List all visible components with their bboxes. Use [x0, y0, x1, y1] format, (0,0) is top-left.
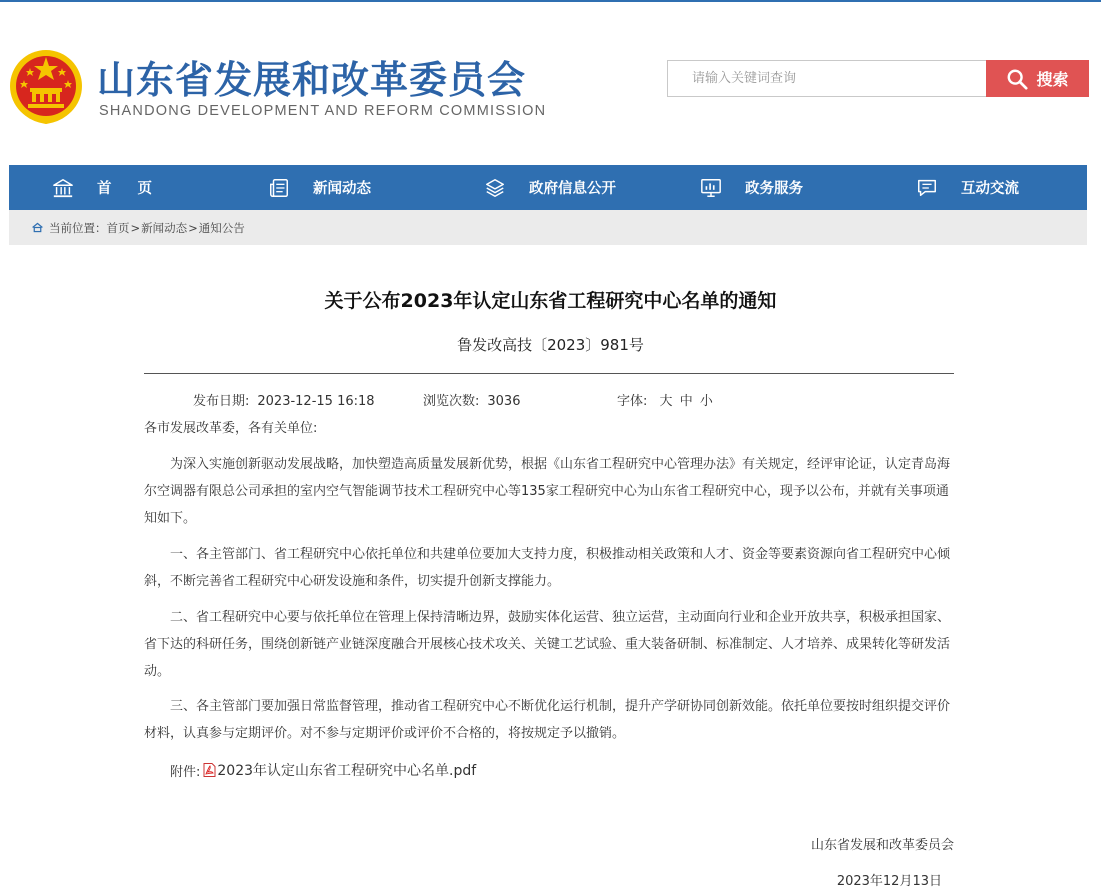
breadcrumb-separator: > [188, 220, 198, 235]
paragraph: 为深入实施创新驱动发展战略，加快塑造高质量发展新优势，根据《山东省工程研究中心管理办法》有关规定，经评审论证，认定青岛海尔空调器有限总公司承担的室内空气智能调节技术工程研究中心等135家工程研究中心为山东省工程研究中心，现予以公布，并就有关事项通知如下。 [144, 457, 951, 526]
breadcrumb-prefix: 当前位置： [49, 220, 107, 235]
nav-item-label: 政务服务 [745, 181, 803, 197]
publish-date [193, 390, 375, 409]
nav-item-label: 互动交流 [961, 181, 1019, 197]
chart-monitor-icon [700, 177, 722, 199]
signature-date: 2023年12月13日 [836, 874, 942, 889]
document-number: 鲁发改高技〔2023〕981号 [457, 336, 644, 354]
main-nav [9, 165, 1087, 210]
paragraph: 一、各主管部门、省工程研究中心依托单位和共建单位要加大支持力度，积极推动相关政策和人才、资金等要素资源向省工程研究中心倾斜，不断完善省工程研究中心研发设施和条件，切实提升创新支撑能力。 [144, 547, 951, 589]
font-size-small[interactable]: 小 [699, 394, 713, 409]
signature: 山东省发展和改革委员会 [810, 838, 954, 853]
breadcrumb-separator: > [130, 220, 141, 235]
font-size-medium[interactable]: 中 [679, 394, 693, 409]
view-count [423, 390, 520, 409]
paragraph: 三、各主管部门要加强日常监督管理，推动省工程研究中心不断优化运行机制，提升产学研协同创新效能。依托单位要按时组织提交评价材料，认真参与定期评价。对不参与定期评价或评价不合格的，将按规定予以撤销。 [144, 699, 951, 741]
nav-item-news[interactable] [268, 165, 371, 210]
site-subtitle: SHANDONG DEVELOPMENT AND REFORM COMMISSION [99, 103, 547, 119]
news-icon [268, 177, 290, 199]
nav-item-interact[interactable] [916, 165, 1019, 210]
attachment [170, 760, 476, 780]
font-size-large[interactable]: 大 [659, 394, 673, 409]
article-title: 关于公布2023年认定山东省工程研究中心名单的通知 [324, 290, 777, 312]
attachment-link[interactable] [200, 760, 476, 780]
attachment-label: 附件: [170, 764, 201, 780]
nav-item-home[interactable] [52, 165, 178, 210]
font-size-selector [617, 390, 713, 409]
nav-item-label: 政府信息公开 [529, 181, 616, 197]
nav-item-service[interactable] [700, 165, 803, 210]
publish-date-value: 2023-12-15 16:18 [257, 394, 375, 409]
search-button[interactable] [986, 60, 1089, 97]
search-button-label: 搜索 [1036, 72, 1069, 89]
view-count-label: 浏览次数: [423, 394, 480, 409]
national-emblem-icon [8, 48, 84, 124]
pdf-icon [203, 763, 216, 777]
site-header [0, 2, 1101, 165]
breadcrumb [9, 210, 1087, 245]
home-small-icon [31, 221, 44, 234]
font-size-label: 字体: [617, 394, 648, 409]
breadcrumb-link-news[interactable]: 新闻动态 [141, 220, 188, 235]
breadcrumb-link-home[interactable]: 首页 [106, 220, 130, 235]
divider [144, 373, 954, 374]
home-icon [52, 177, 74, 199]
search-input[interactable] [667, 60, 987, 97]
site-title: 山东省发展和改革委员会 [97, 58, 527, 102]
view-count-value: 3036 [487, 394, 521, 409]
publish-date-label: 发布日期: [193, 394, 250, 409]
breadcrumb-link-notices[interactable]: 通知公告 [198, 220, 245, 235]
paragraph: 二、省工程研究中心要与依托单位在管理上保持清晰边界，鼓励实体化运营、独立运营，主动面向行业和企业开放共享，积极承担国家、省下达的科研任务，围绕创新链产业链深度融合开展核心技术攻关、关键工艺试验、重大装备研制、标准制定、人才培养、成果转化等研发活动。 [144, 610, 951, 679]
layers-icon [484, 177, 506, 199]
nav-item-label: 首页 [97, 181, 178, 197]
chat-icon [916, 177, 938, 199]
greeting: 各市发展改革委，各有关单位: [144, 421, 318, 436]
attachment-filename: 2023年认定山东省工程研究中心名单.pdf [217, 763, 477, 779]
nav-item-gov-info[interactable] [484, 165, 616, 210]
nav-item-label: 新闻动态 [313, 181, 371, 197]
search-icon [1006, 68, 1028, 90]
